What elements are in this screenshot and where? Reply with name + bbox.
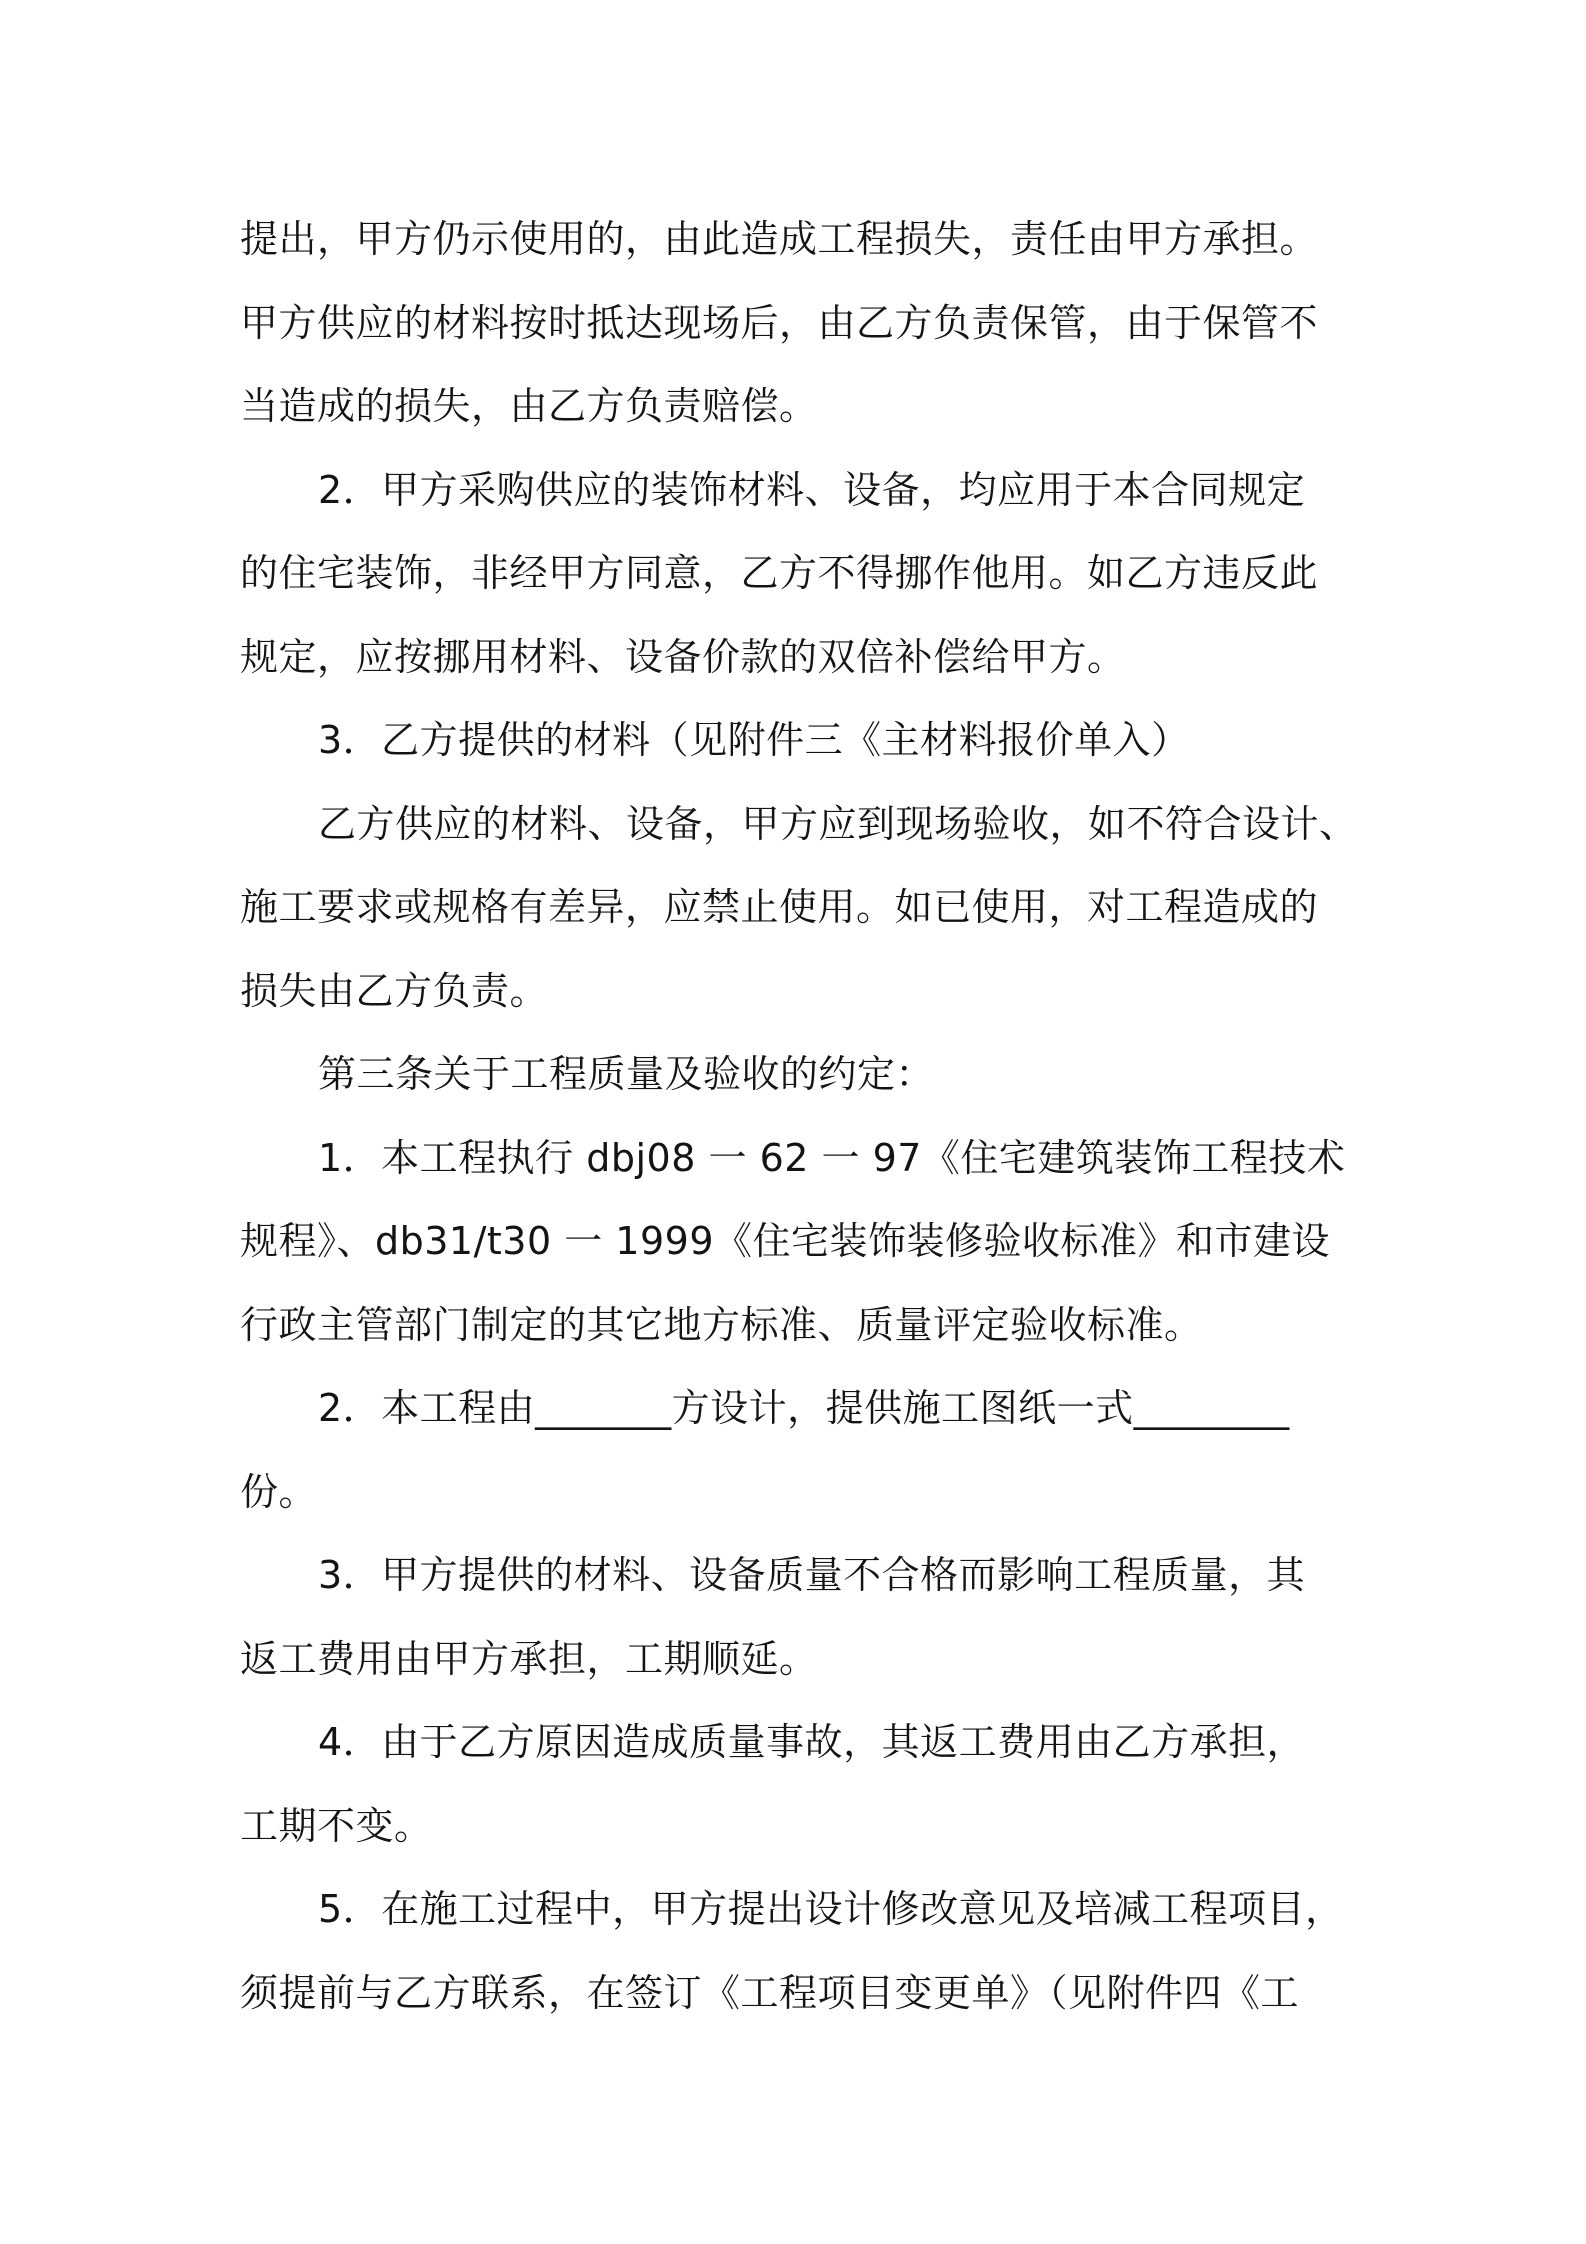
text-line: 须提前与乙方联系，在签订《工程项目变更单》（见附件四《工 xyxy=(240,1970,1300,2015)
text-line: 3．甲方提供的材料、设备质量不合格而影响工程质量，其 xyxy=(318,1553,1306,1597)
text-line: 提出，甲方仍示使用的，由此造成工程损失，责任由甲方承担。 xyxy=(240,217,1319,261)
paragraph xyxy=(240,1534,1350,1701)
text-line: 第三条关于工程质量及验收的约定： xyxy=(318,1052,935,1096)
paragraph xyxy=(240,1701,1350,1868)
text-line: 规程》、db31/t30 一 1999《住宅装饰装修验收标准》和市建设 xyxy=(240,1219,1331,1263)
text-line: 5．在施工过程中，甲方提出设计修改意见及培减工程项目， xyxy=(318,1887,1344,1931)
text-line: 工期不变。 xyxy=(240,1803,433,1848)
text-line: 损失由乙方负责。 xyxy=(240,968,549,1013)
document-body xyxy=(240,198,1358,2035)
paragraph xyxy=(240,699,1350,783)
section-heading xyxy=(240,1033,1350,1117)
text-line: 当造成的损失，由乙方负责赔偿。 xyxy=(240,384,818,428)
paragraph xyxy=(240,449,1350,700)
text-line: 份。 xyxy=(240,1469,318,1514)
text-line: 1．本工程执行 dbj08 一 62 一 97《住宅建筑装饰工程技术 xyxy=(318,1135,1346,1180)
text-line: 3．乙方提供的材料（见附件三《主材料报价单入） xyxy=(318,718,1190,762)
paragraph xyxy=(240,1367,1350,1534)
text-line: 4．由于乙方原因造成质量事故，其返工费用由乙方承担， xyxy=(318,1720,1306,1764)
text-line: 2．本工程由_______方设计，提供施工图纸一式________ xyxy=(318,1386,1290,1430)
text-line: 规定，应按挪用材料、设备价款的双倍补偿给甲方。 xyxy=(240,634,1126,679)
text-line: 行政主管部门制定的其它地方标准、质量评定验收标准。 xyxy=(240,1302,1203,1347)
text-line: 施工要求或规格有差异，应禁止使用。如已使用，对工程造成的 xyxy=(240,885,1319,929)
text-line: 的住宅装饰，非经甲方同意，乙方不得挪作他用。如乙方违反此 xyxy=(240,551,1319,595)
paragraph xyxy=(240,198,1350,449)
paragraph xyxy=(240,783,1358,1034)
text-line: 2．甲方采购供应的装饰材料、设备，均应用于本合同规定 xyxy=(318,467,1306,512)
text-line: 乙方供应的材料、设备，甲方应到现场验收，如不符合设计、 xyxy=(318,801,1358,846)
text-line: 甲方供应的材料按时抵达现场后，由乙方负责保管，由于保管不 xyxy=(240,300,1319,345)
paragraph xyxy=(240,1117,1350,1368)
text-line: 返工费用由甲方承担，工期顺延。 xyxy=(240,1636,818,1681)
paragraph xyxy=(240,1868,1350,2035)
